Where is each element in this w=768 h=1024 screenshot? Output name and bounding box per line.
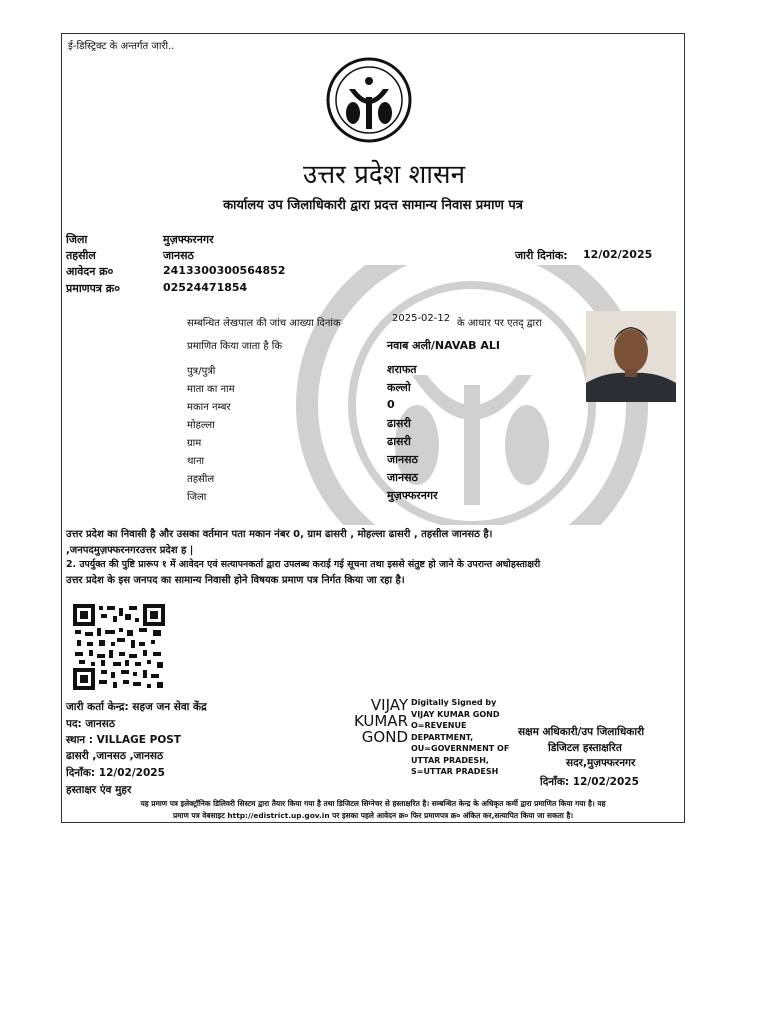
signer-name-line-3: GOND [361,728,408,746]
row-value-mother: कल्लो [387,381,411,394]
issuer-date: दिनाँक: 12/02/2025 [66,767,165,779]
row-label-district: जिला [187,492,207,503]
verification-suffix: के आधार पर एतद् द्वारा [457,318,542,329]
qr-code-icon [73,604,165,690]
authority-title: सक्षम अधिकारी/उप जिलाधिकारी [518,726,645,738]
confirmation-line-1: 2. उपर्युक्त की पुष्टि प्रारूप १ में आवेदन एवं सत्यापनकर्ता द्वारा उपलब्ध कराई गई सूचना तथा इससे संतुष्ट हो जाने के उपरान्त अधोहस्ताक्षरी [66,559,541,570]
application-number: 241330030056485​2 [163,264,286,277]
issuer-address: ढासरी ,जानसठ ,जानसठ [66,750,164,762]
row-value-thana: जानसठ [387,453,418,466]
row-value-parent: शराफत [387,363,417,376]
subtitle: कार्यालय उप जिलाधिकारी द्वारा प्रदत्त सामान्य निवास प्रमाण पत्र [223,198,523,213]
inspection-date: 2025-02-12 [392,313,451,324]
application-label: आवेदन क्र० [66,265,114,278]
district-value: मुज़फ्फरनगर [163,233,214,246]
issue-date-label: जारी दिनांक: [515,249,568,262]
row-value-tehsil: जानसठ [387,471,418,484]
authority-date: दिनाँक: 12/02/2025 [540,776,639,788]
residence-line-1: उत्तर प्रदेश का निवासी है और उसका वर्तमान पता मकान नंबर 0, ग्राम ढासरी , मोहल्ला ढासरी , तहसील जानसठ है। [66,529,493,540]
row-value-village: ढासरी [387,435,411,448]
signature-detail-line: VIJAY KUMAR GOND [411,709,500,719]
row-label-tehsil: तहसील [187,474,215,485]
signature-detail-line: S=UTTAR PRADESH [411,767,499,776]
row-label-mother: माता का नाम [187,384,235,395]
confirmation-line-2: उत्तर प्रदेश के इस जनपद का सामान्य निवासी होने विषयक प्रमाण पत्र निर्गत किया जा रहा है। [66,575,405,586]
row-value-district: मुज़फ्फरनगर [387,489,438,502]
signature-detail-line: UTTAR PRADESH, [411,755,489,765]
digital-signature-details [411,697,509,778]
row-label-house: मकान नम्बर [187,402,231,413]
row-label-parent: पुत्र/पुत्री [187,366,216,377]
footer-note-line-1: यह प्रमाण पत्र इलेक्ट्रॉनिक डिलिवरी सिस्टम द्वारा तैयार किया गया है तथा डिजिटल सिग्नेचर से हस्ताक्षरित है। सम्बन्धित केन्द्र के अधिकृत कर्मी द्वारा प्रमाणित किया गया है। यह [140,799,606,808]
signer-name-line-1: VIJAY [370,696,408,714]
authority-digital: डिजिटल हस्ताक्षरित [548,742,622,754]
applicant-photo [586,311,676,402]
district-label: जिला [66,233,88,246]
signer-name-line-2: KUMAR [353,712,408,730]
certificate-label: प्रमाणपत्र क्र० [66,282,120,295]
signature-detail-line: O=REVENUE [411,721,467,730]
e-district-note: ई-डिस्ट्रिक्ट के अन्तर्गत जारी.. [68,41,175,52]
row-label-mohalla: मोहल्ला [187,420,215,431]
certificate-number: 02524471854 [163,281,248,294]
signature-detail-line: OU=GOVERNMENT OF [411,744,510,753]
row-value-mohalla: ढासरी [387,417,411,430]
person-name: नवाब अली/NAVAB ALI [387,339,500,352]
certification-line: प्रमाणित किया जाता है कि [187,341,283,352]
signature-detail-line: DEPARTMENT, [411,732,474,742]
issuer-post: पद: जानसठ [66,718,115,730]
signer-name-block [340,697,408,745]
residence-line-2: ,जनपदमुज़फ्फरनगरउत्तर प्रदेश ह | [66,545,194,556]
signature-seal-label: हस्ताक्षर एंव मुहर [66,784,132,796]
issuing-center: जारी कर्ता केन्द्र: सहज जन सेवा केंद्र [66,701,207,713]
issue-date-value: 12/02/2025 [583,248,653,261]
issuer-place: स्थान : VILLAGE POST [66,734,181,746]
row-value-house: 0 [387,398,395,411]
up-government-emblem-icon [325,57,413,143]
authority-place: सदर,मुज़फ्फरनगर [566,757,636,769]
tehsil-label: तहसील [66,249,96,262]
verification-prefix: सम्बन्धित लेखपाल की जांच आख्या दिनांक [187,318,341,329]
row-label-village: ग्राम [187,438,202,449]
main-title: उत्तर प्रदेश शासन [302,160,466,190]
footer-note-line-2: प्रमाण पत्र वेबसाइट http://edistrict.up.gov.in पर इसका पहले आवेदन क्र० फिर प्रमाणपत्र क्र० अंकित कर,सत्यापित किया जा सकता है। [172,811,574,820]
tehsil-value: जानसठ [163,249,194,262]
signature-detail-line: Digitally Signed by [411,698,497,707]
row-label-thana: थाना [187,456,205,467]
